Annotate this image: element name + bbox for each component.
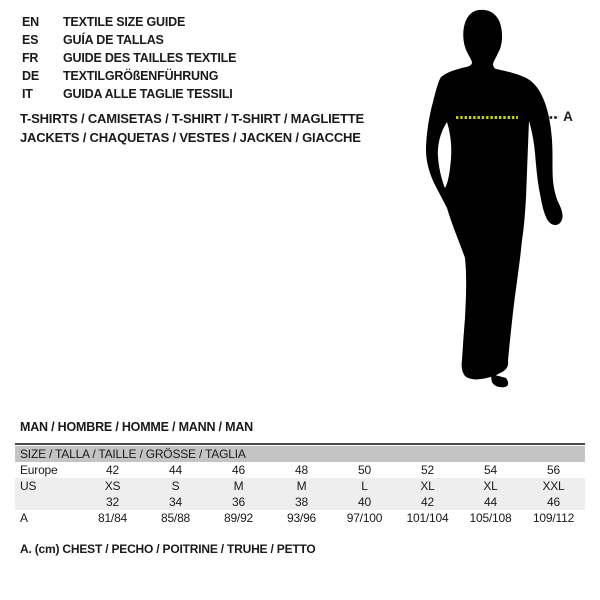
table-cell: 32 — [106, 495, 119, 509]
table-cell: 89/92 — [223, 511, 254, 525]
language-row — [22, 31, 236, 49]
table-cell: 81/84 — [97, 511, 128, 525]
table-cell: 48 — [295, 463, 308, 477]
category-lines — [20, 110, 364, 147]
section-heading: MAN / HOMBRE / HOMME / MANN / MAN — [20, 420, 253, 434]
language-row — [22, 49, 236, 67]
language-label: GUIDE DES TAILLES TEXTILE — [63, 51, 237, 65]
table-row-europe — [15, 462, 585, 478]
language-code: ES — [22, 33, 39, 47]
man-silhouette — [395, 0, 600, 400]
table-cell: 44 — [169, 463, 182, 477]
language-code: FR — [22, 51, 39, 65]
language-label: TEXTILGRÖßENFÜHRUNG — [63, 69, 219, 83]
table-cell: 44 — [484, 495, 497, 509]
category-line-jackets: JACKETS / CHAQUETAS / VESTES / JACKEN / GIACCHE — [20, 129, 361, 145]
language-label: GUIDA ALLE TAGLIE TESSILI — [63, 87, 233, 101]
table-cell: M — [296, 479, 307, 493]
row-label: Europe — [20, 463, 58, 477]
table-cell: XL — [483, 479, 498, 493]
row-label — [15, 494, 81, 510]
table-row-chest-a — [15, 510, 585, 526]
table-cell: 93/96 — [286, 511, 317, 525]
table-cell: 34 — [169, 495, 182, 509]
table-cell: 40 — [358, 495, 371, 509]
table-cell: 97/100 — [346, 511, 383, 525]
table-cell: 42 — [106, 463, 119, 477]
table-cell: L — [361, 479, 368, 493]
silhouette-body — [426, 10, 563, 380]
language-code: IT — [22, 87, 33, 101]
table-cell: 56 — [547, 463, 560, 477]
row-label: A — [20, 511, 28, 525]
row-label: US — [20, 479, 37, 493]
table-cell: 42 — [421, 495, 434, 509]
language-code: EN — [22, 15, 39, 29]
table-row-size-number — [15, 494, 585, 510]
size-table-header: SIZE / TALLA / TAILLE / GRÖSSE / TAGLIA — [15, 446, 585, 462]
size-table — [15, 443, 585, 526]
table-cell: S — [171, 479, 180, 493]
table-cell: 46 — [547, 495, 560, 509]
language-code: DE — [22, 69, 39, 83]
table-row-us — [15, 478, 585, 494]
table-cell: 101/104 — [406, 511, 449, 525]
table-cell: 52 — [421, 463, 434, 477]
table-cell: 109/112 — [532, 511, 575, 525]
language-row — [22, 85, 236, 103]
table-cell: M — [233, 479, 244, 493]
table-cell: 46 — [232, 463, 245, 477]
table-cell: 54 — [484, 463, 497, 477]
language-row — [22, 13, 236, 31]
language-label: TEXTILE SIZE GUIDE — [63, 15, 186, 29]
table-cell: 85/88 — [160, 511, 191, 525]
table-cell: XS — [104, 479, 121, 493]
table-cell: XL — [420, 479, 435, 493]
table-cell: 50 — [358, 463, 371, 477]
table-cell: 105/108 — [469, 511, 512, 525]
language-list — [22, 13, 236, 103]
measure-label-a: A — [563, 109, 573, 124]
silhouette-back-foot — [491, 374, 508, 387]
measurement-footnote: A. (cm) CHEST / PECHO / POITRINE / TRUHE / PETTO — [20, 542, 316, 556]
language-label: GUÍA DE TALLAS — [63, 33, 164, 47]
table-cell: XXL — [542, 479, 565, 493]
language-row — [22, 67, 236, 85]
table-cell: 36 — [232, 495, 245, 509]
category-line-tshirts: T-SHIRTS / CAMISETAS / T-SHIRT / T-SHIRT / MAGLIETTE — [20, 111, 364, 126]
table-cell: 38 — [295, 495, 308, 509]
